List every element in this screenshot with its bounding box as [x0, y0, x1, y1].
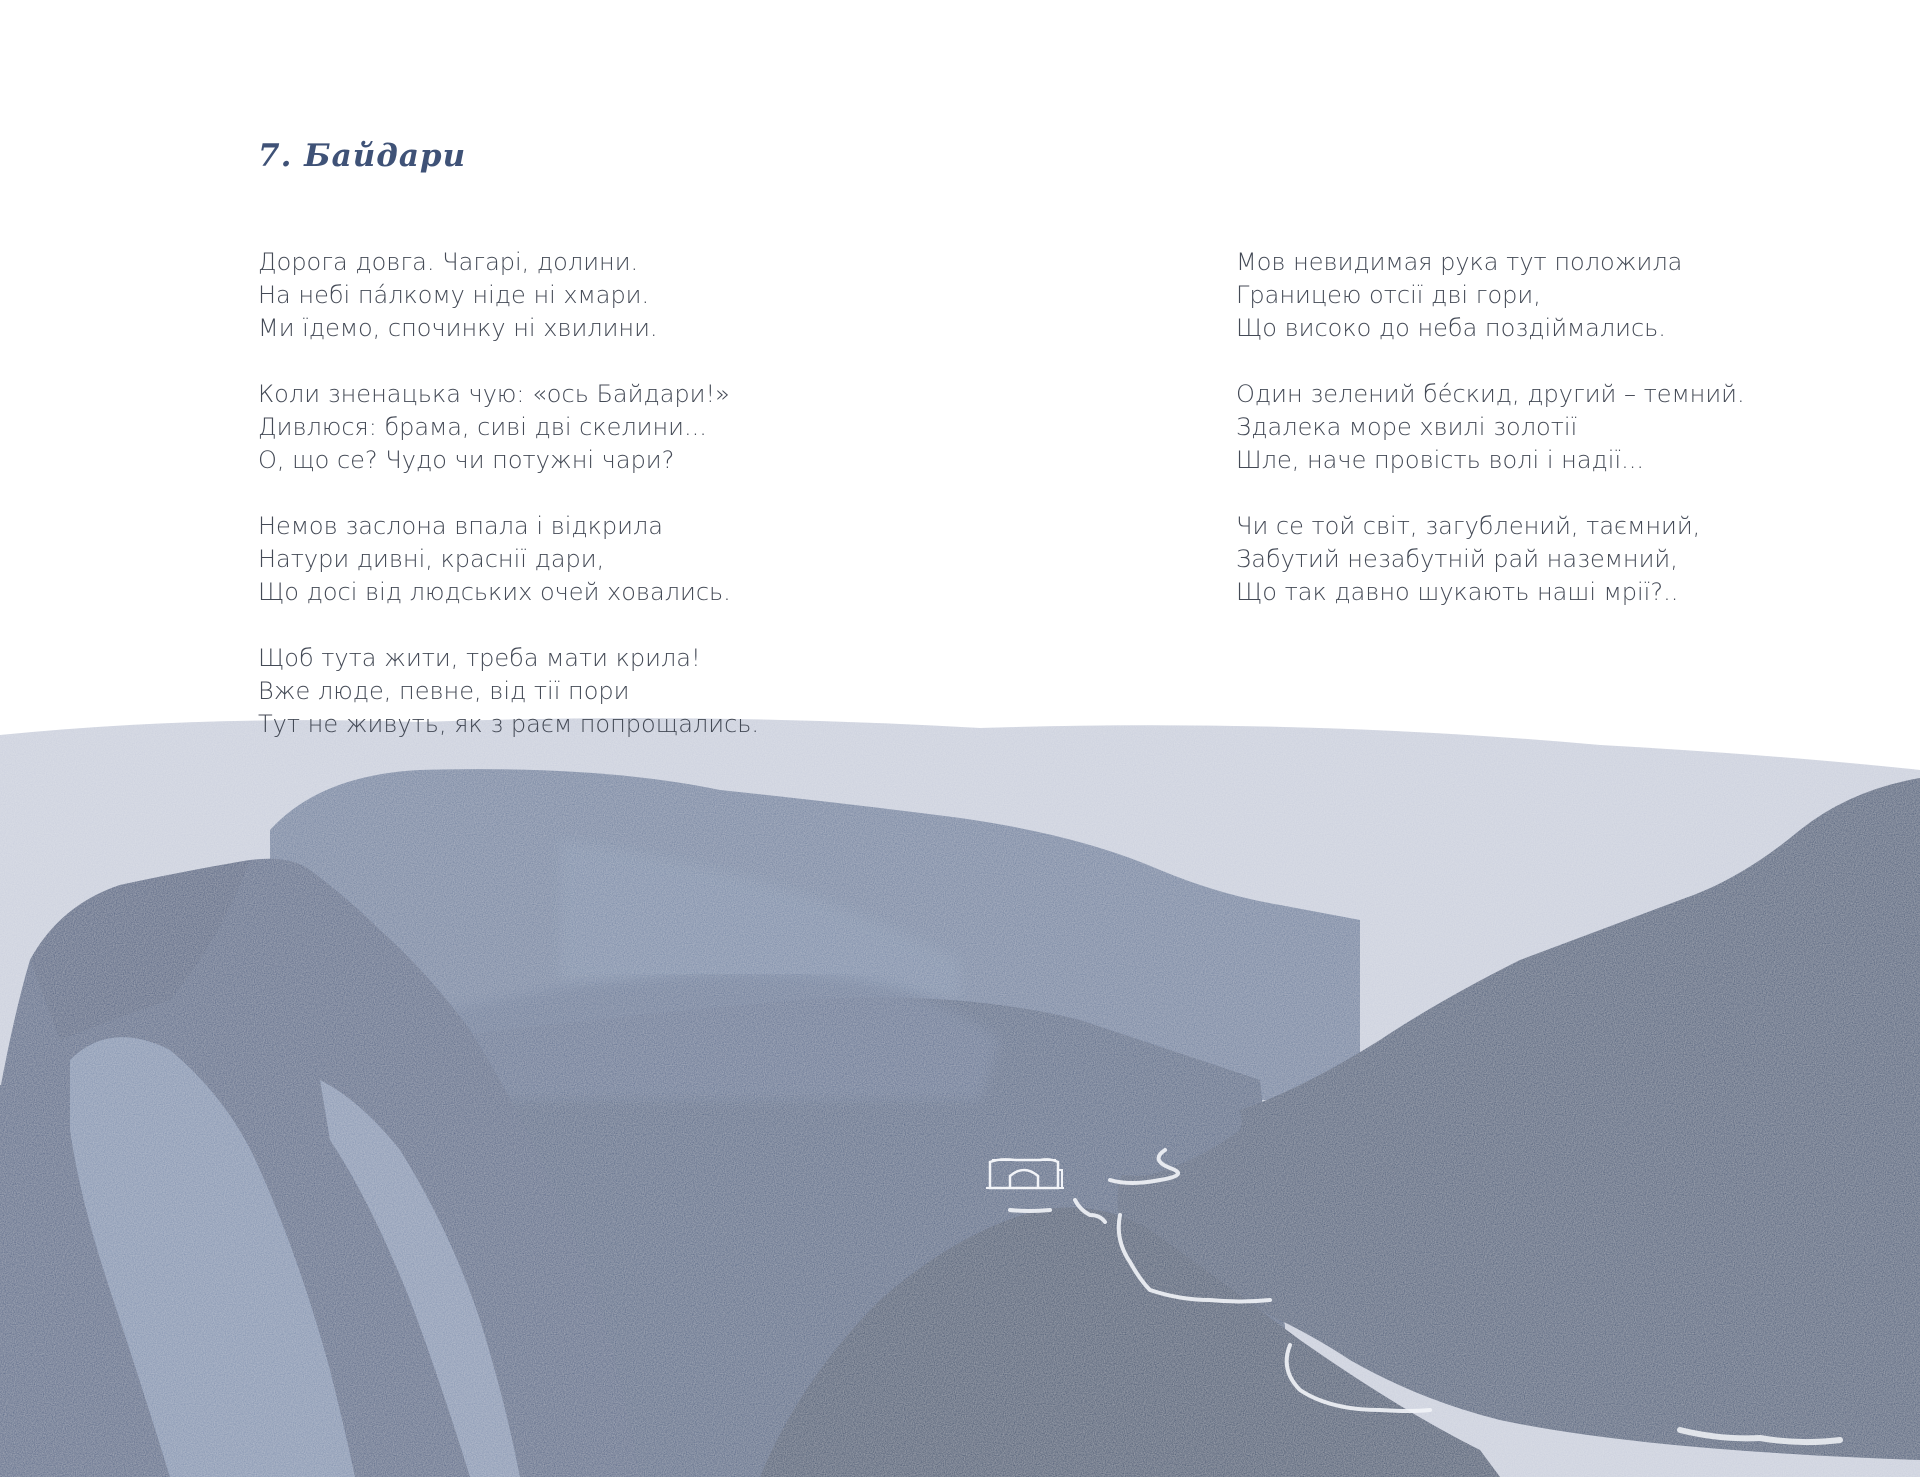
- poem-title: 7. Байдари: [258, 138, 467, 174]
- poem-line: Немов заслона впала і відкрила: [258, 512, 663, 540]
- poem-line: Натури дивні, краснії дари,: [258, 545, 605, 573]
- poem-line: Що високо до неба поздіймались.: [1236, 314, 1666, 342]
- poem-line: Дорога довга. Чагарі, долини.: [258, 248, 639, 276]
- poem-left-column: [258, 246, 759, 774]
- poem-line: Забутий незабутній рай наземний,: [1236, 545, 1678, 573]
- stanza: [1236, 510, 1745, 609]
- poem-line: Щоб тута жити, треба мати крила!: [258, 644, 701, 672]
- poem-line: Здалека море хвилі золотії: [1236, 413, 1578, 441]
- stanza: [258, 246, 759, 345]
- stanza: [258, 510, 759, 609]
- stanza: [1236, 378, 1745, 477]
- poem-line: Шле, наче провість волі і надії...: [1236, 446, 1644, 474]
- poem-line: Мов невидимая рука тут положила: [1236, 248, 1683, 276]
- stanza: [258, 642, 759, 741]
- poem-line: О, що се? Чудо чи потужні чари?: [258, 446, 675, 474]
- stanza: [258, 378, 759, 477]
- poem-right-column: [1236, 246, 1745, 642]
- poem-line: Чи се той світ, загублений, таємний,: [1236, 512, 1701, 540]
- stanza: [1236, 246, 1745, 345]
- poem-line: Коли зненацька чую: «ось Байдари!»: [258, 380, 730, 408]
- poem-line: Один зелений бéскид, другий – темний.: [1236, 380, 1745, 408]
- poem-line: Вже люде, певне, від тії пори: [258, 677, 630, 705]
- poem-line: Дивлюся: брама, сиві дві скелини...: [258, 413, 707, 441]
- poem-line: Що так давно шукають наші мрії?..: [1236, 578, 1679, 606]
- poem-line: На небі пáлкому ніде ні хмари.: [258, 281, 650, 309]
- poem-line: Що досі від людських очей ховались.: [258, 578, 731, 606]
- poem-line: Тут не живуть, як з раєм попрощались.: [258, 710, 760, 738]
- poem-line: Ми їдемо, спочинку ні хвилини.: [258, 314, 658, 342]
- poem-line: Границею отсії дві гори,: [1236, 281, 1541, 309]
